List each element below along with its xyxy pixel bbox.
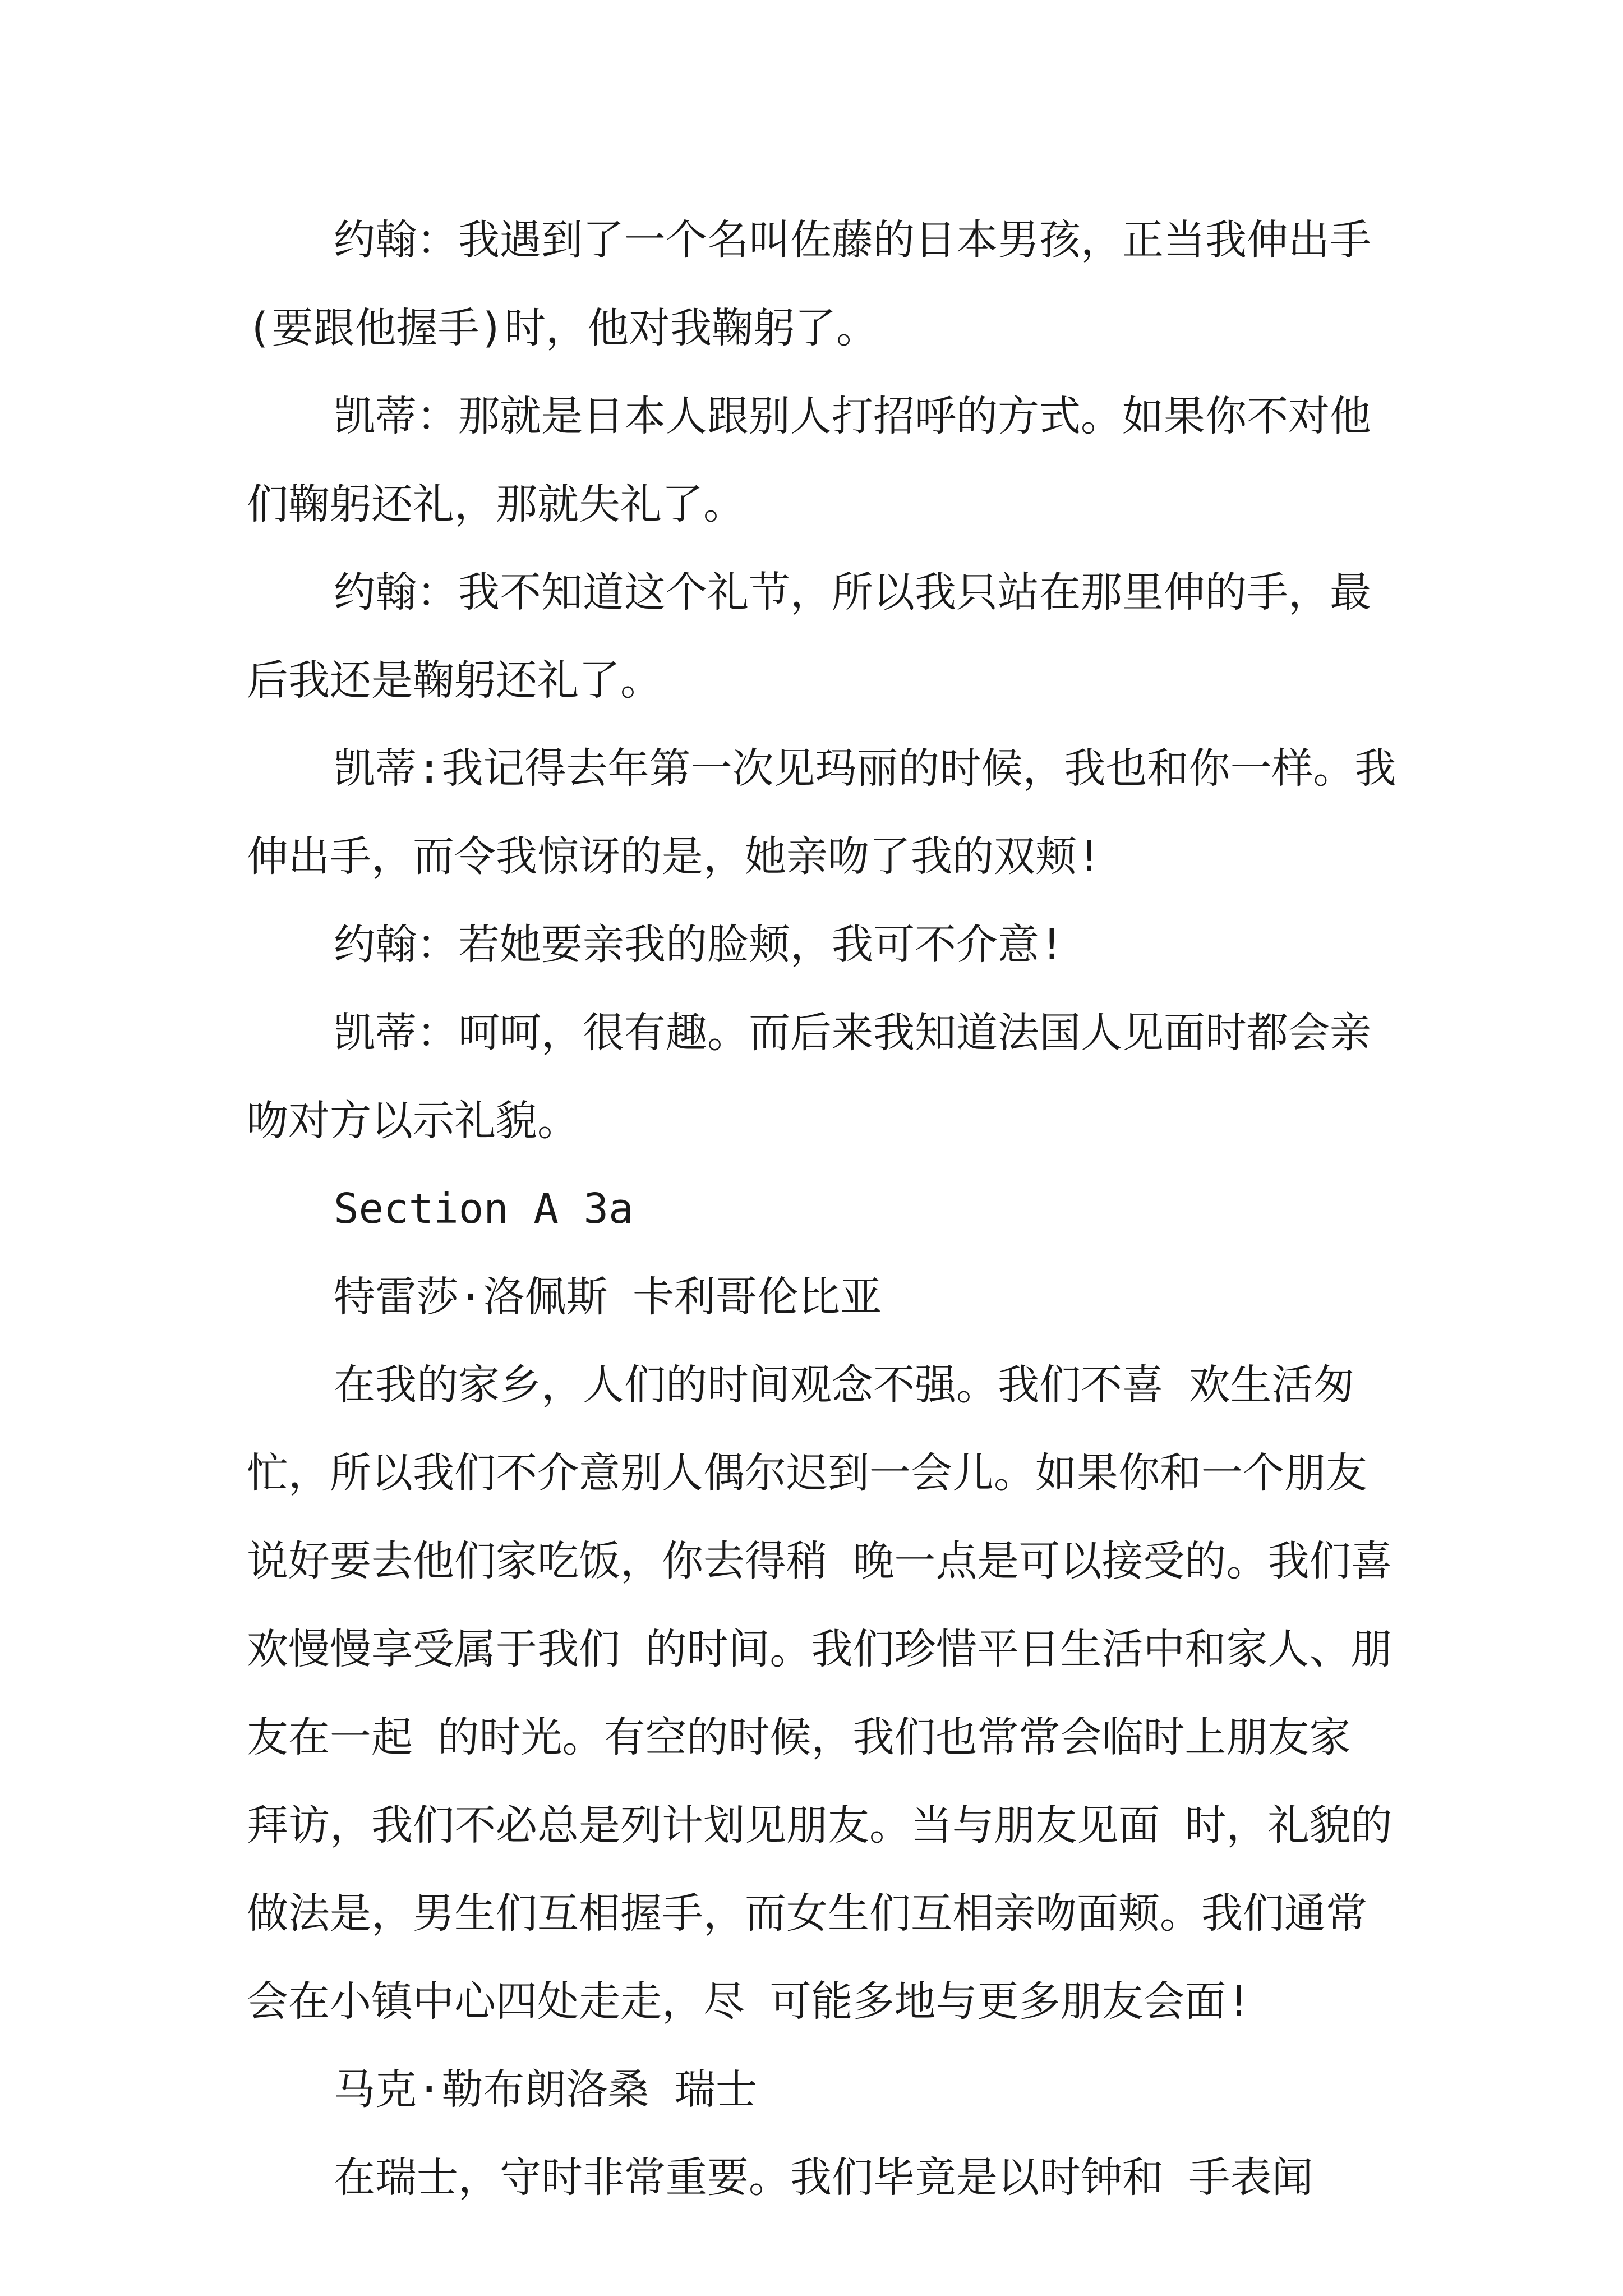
author-teresa: 特雷莎·洛佩斯 卡利哥伦比亚 — [334, 1273, 882, 1321]
dialogue-john-1: 约翰：我遇到了一个名叫佐藤的日本男孩，正当我伸出手(要跟他握手)时，他对我鞠躬了。 — [247, 216, 1371, 352]
dialogue-katie-3: 凯蒂：呵呵，很有趣。而后来我知道法国人见面时都会亲吻对方以示礼貌。 — [247, 1009, 1371, 1145]
dialogue-john-3: 约翰：若她要亲我的脸颊，我可不介意! — [334, 921, 1064, 969]
section-heading: Section A 3a — [334, 1185, 634, 1233]
dialogue-john-2: 约翰：我不知道这个礼节，所以我只站在那里伸的手，最后我还是鞠躬还礼了。 — [247, 568, 1371, 705]
author-marc: 马克·勒布朗洛桑 瑞士 — [334, 2065, 758, 2114]
dialogue-katie-1: 凯蒂：那就是日本人跟别人打招呼的方式。如果你不对他们鞠躬还礼，那就失礼了。 — [247, 392, 1371, 528]
dialogue-katie-2: 凯蒂:我记得去年第一次见玛丽的时候，我也和你一样。我伸出手，而令我惊讶的是，她亲吻了我的双颊! — [247, 744, 1396, 881]
passage-switzerland: 在瑞士，守时非常重要。我们毕竟是以时钟和 手表闻 — [334, 2154, 1313, 2202]
document-body — [247, 196, 1396, 2222]
passage-colombia: 在我的家乡，人们的时间观念不强。我们不喜 欢生活匆忙，所以我们不介意别人偶尔迟到一会儿。如果你和一个朋友说好要去他们家吃饭，你去得稍 晚一点是可以接受的。我们喜欢慢慢享受属于我们 的时间。我们珍惜平日生活中和家人、朋友在一起 的时光。有空的时候，我们也常常会临时上朋友家 拜访，我们不必总是列计划见朋友。当与朋友见面 时，礼貌的做法是，男生们互相握手，而女生们互相亲吻面颊。我们通常会在小镇中心四处走走，尽 可能多地与更多朋友会面! — [247, 1361, 1393, 2026]
